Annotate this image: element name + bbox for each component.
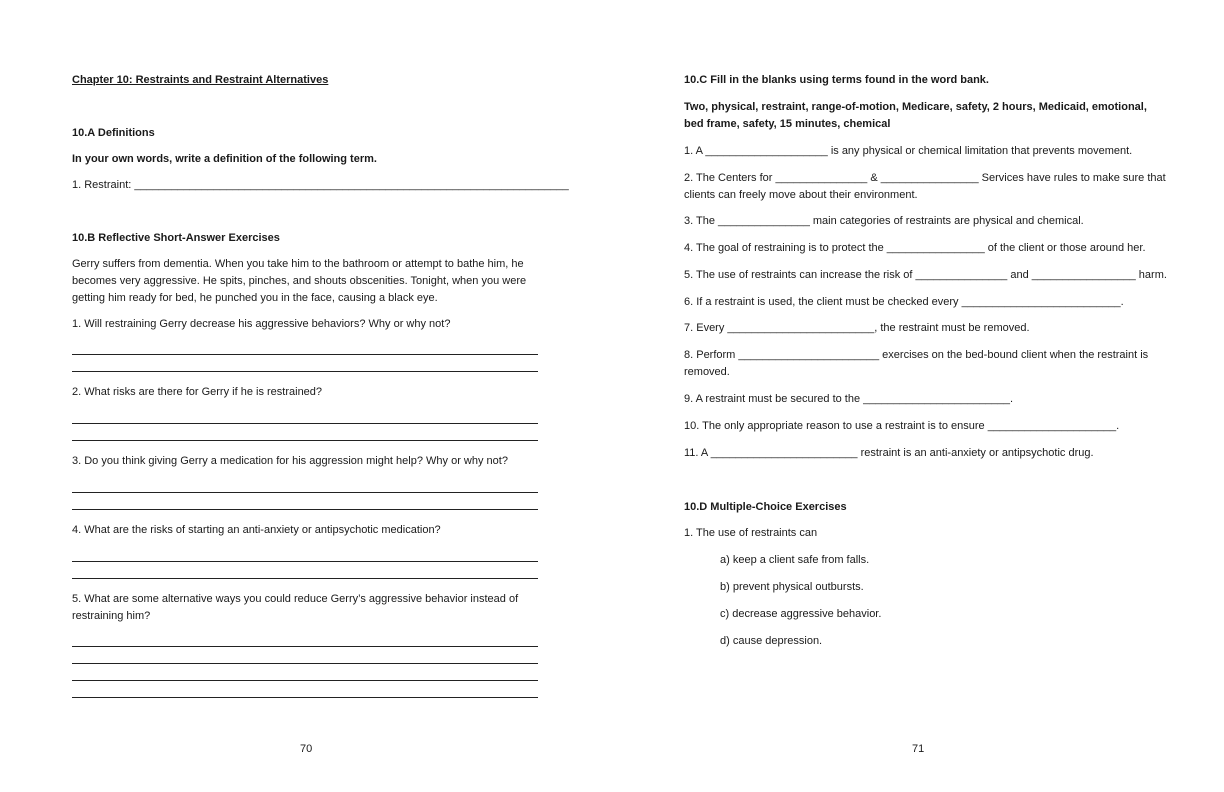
scenario-line: Gerry suffers from dementia. When you take him to the bathroom or attempt to bathe him, he	[72, 258, 524, 270]
page-number: 71	[912, 743, 925, 755]
word-bank: Two, physical, restraint, range-of-motion, Medicare, safety, 2 hours, Medicaid, emotional,	[684, 101, 1147, 113]
section-a-heading: 10.A Definitions	[72, 127, 155, 139]
mc-question-1: 1. The use of restraints can	[684, 527, 818, 539]
fill-item-11: 11. A ________________________ restraint is an anti-anxiety or antipsychotic drug.	[684, 447, 1094, 459]
answer-line[interactable]	[72, 646, 538, 647]
answer-line[interactable]	[72, 509, 538, 510]
mc-option-c[interactable]: c) decrease aggressive behavior.	[720, 608, 882, 620]
answer-line[interactable]	[72, 371, 538, 372]
fill-item-7: 7. Every ________________________, the restraint must be removed.	[684, 322, 1030, 334]
section-c-heading: 10.C Fill in the blanks using terms found in the word bank.	[684, 74, 989, 86]
scenario-line: getting him ready for bed, he punched you in the face, causing a black eye.	[72, 292, 438, 304]
fill-item-6: 6. If a restraint is used, the client must be checked every __________________________.	[684, 296, 1124, 308]
mc-option-b[interactable]: b) prevent physical outbursts.	[720, 581, 864, 593]
answer-line[interactable]	[72, 578, 538, 579]
question-4: 4. What are the risks of starting an anti-anxiety or antipsychotic medication?	[72, 524, 441, 536]
section-a-instruction: In your own words, write a definition of the following term.	[72, 153, 377, 165]
mc-option-d[interactable]: d) cause depression.	[720, 635, 823, 647]
fill-item-2-cont: clients can freely move about their environment.	[684, 189, 918, 201]
question-1: 1. Will restraining Gerry decrease his aggressive behaviors? Why or why not?	[72, 318, 451, 330]
fill-item-2: 2. The Centers for _______________ & ________________ Services have rules to make sure that	[684, 172, 1166, 184]
answer-line[interactable]	[72, 663, 538, 664]
fill-item-8: 8. Perform _______________________ exercises on the bed-bound client when the restraint is	[684, 349, 1149, 361]
word-bank: bed frame, safety, 15 minutes, chemical	[684, 118, 891, 130]
answer-line[interactable]	[72, 561, 538, 562]
fill-item-5: 5. The use of restraints can increase the risk of _______________ and _________________ harm.	[684, 269, 1167, 281]
mc-option-a[interactable]: a) keep a client safe from falls.	[720, 554, 870, 566]
chapter-title: Chapter 10: Restraints and Restraint Alternatives	[72, 74, 329, 86]
right-page	[612, 0, 1224, 792]
fill-item-1: 1. A ____________________ is any physical or chemical limitation that prevents movement.	[684, 145, 1133, 157]
answer-line[interactable]	[72, 680, 538, 681]
page-number: 70	[300, 743, 313, 755]
answer-line[interactable]	[72, 423, 538, 424]
fill-item-8-cont: removed.	[684, 366, 730, 378]
answer-line[interactable]	[72, 697, 538, 698]
fill-item-9: 9. A restraint must be secured to the ________________________.	[684, 393, 1014, 405]
section-b-heading: 10.B Reflective Short-Answer Exercises	[72, 232, 280, 244]
fill-item-3: 3. The _______________ main categories of restraints are physical and chemical.	[684, 215, 1084, 227]
question-3: 3. Do you think giving Gerry a medication for his aggression might help? Why or why not?	[72, 455, 508, 467]
question-2: 2. What risks are there for Gerry if he is restrained?	[72, 386, 323, 398]
fill-item-10: 10. The only appropriate reason to use a restraint is to ensure _____________________.	[684, 420, 1120, 432]
answer-line[interactable]	[72, 440, 538, 441]
section-d-heading: 10.D Multiple-Choice Exercises	[684, 501, 847, 513]
answer-line[interactable]	[72, 354, 538, 355]
answer-line[interactable]	[72, 492, 538, 493]
question-5: 5. What are some alternative ways you could reduce Gerry’s aggressive behavior instead of	[72, 593, 519, 605]
definition-item-restraint: 1. Restraint: _______________________________________________________________________	[72, 179, 569, 191]
fill-item-4: 4. The goal of restraining is to protect the ________________ of the client or those around her.	[684, 242, 1146, 254]
scenario-line: becomes very aggressive. He spits, pinches, and shouts obscenities. Tonight, when you were	[72, 275, 527, 287]
question-5-cont: restraining him?	[72, 610, 151, 622]
